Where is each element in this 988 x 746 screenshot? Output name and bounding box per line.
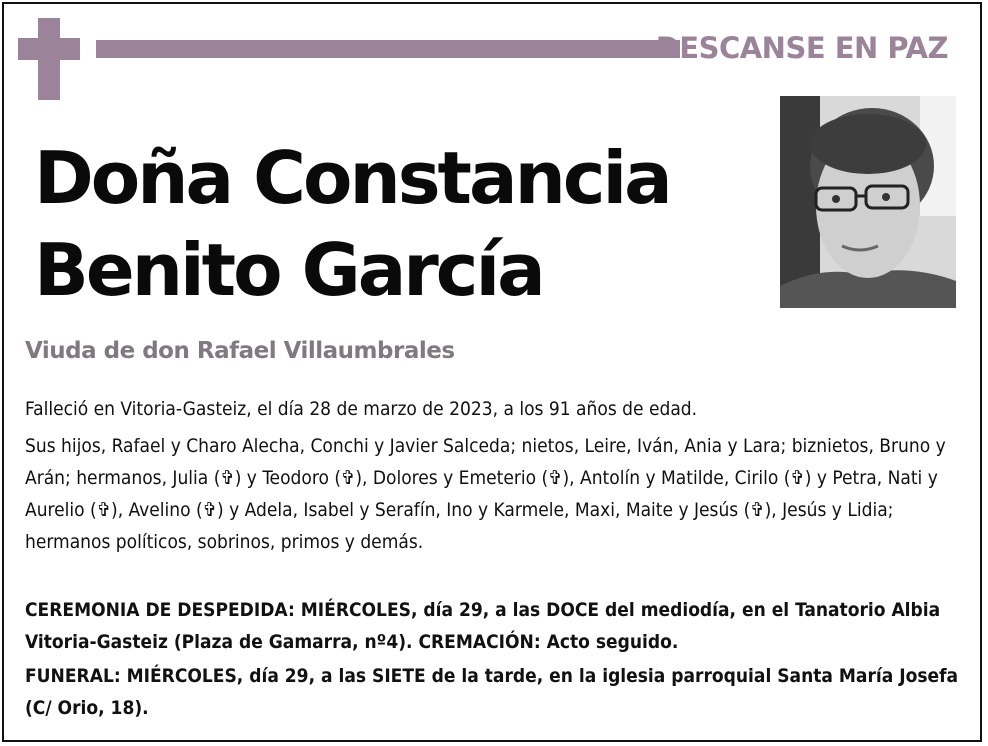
ceremony-paragraph: CEREMONIA DE DESPEDIDA: MIÉRCOLES, día 29, a las DOCE del mediodía, en el Tanatorio Albia Vitoria-Gasteiz (Plaza de Gamarra, nº4). CREMACIÓN: Acto seguido.: [25, 599, 941, 653]
header-bar: [96, 40, 680, 58]
deceased-name: [34, 132, 754, 316]
name-line-2: Benito García: [34, 228, 543, 312]
subtitle: Viuda de don Rafael Villaumbrales: [25, 338, 455, 364]
header-label: DESCANSE EN PAZ: [655, 31, 948, 65]
portrait-photo: [780, 96, 956, 308]
name-line-1: Doña Constancia: [34, 136, 670, 220]
death-notice-paragraph: Falleció en Vitoria-Gasteiz, el día 28 de marzo de 2023, a los 91 años de edad.: [25, 398, 698, 420]
family-paragraph: Sus hijos, Rafael y Charo Alecha, Conchi y Javier Salceda; nietos, Leire, Iván, Ania y Lara; biznietos, Bruno y Arán; hermanos, Julia (✞) y Teodoro (✞), Dolores y Emeterio (✞), Antolín y Matilde, Cirilo (✞) y Petra, Nati y Aurelio (✞), Avelino (✞) y Adela, Isabel y Serafín, Ino y Karmele, Maxi, Maite y Jesús (✞), Jesús y Lidia; hermanos políticos, sobrinos, primos y demás.: [25, 435, 946, 553]
funeral-paragraph: FUNERAL: MIÉRCOLES, día 29, a las SIETE de la tarde, en la iglesia parroquial Santa María Josefa (C/ Orio, 18).: [25, 665, 959, 719]
